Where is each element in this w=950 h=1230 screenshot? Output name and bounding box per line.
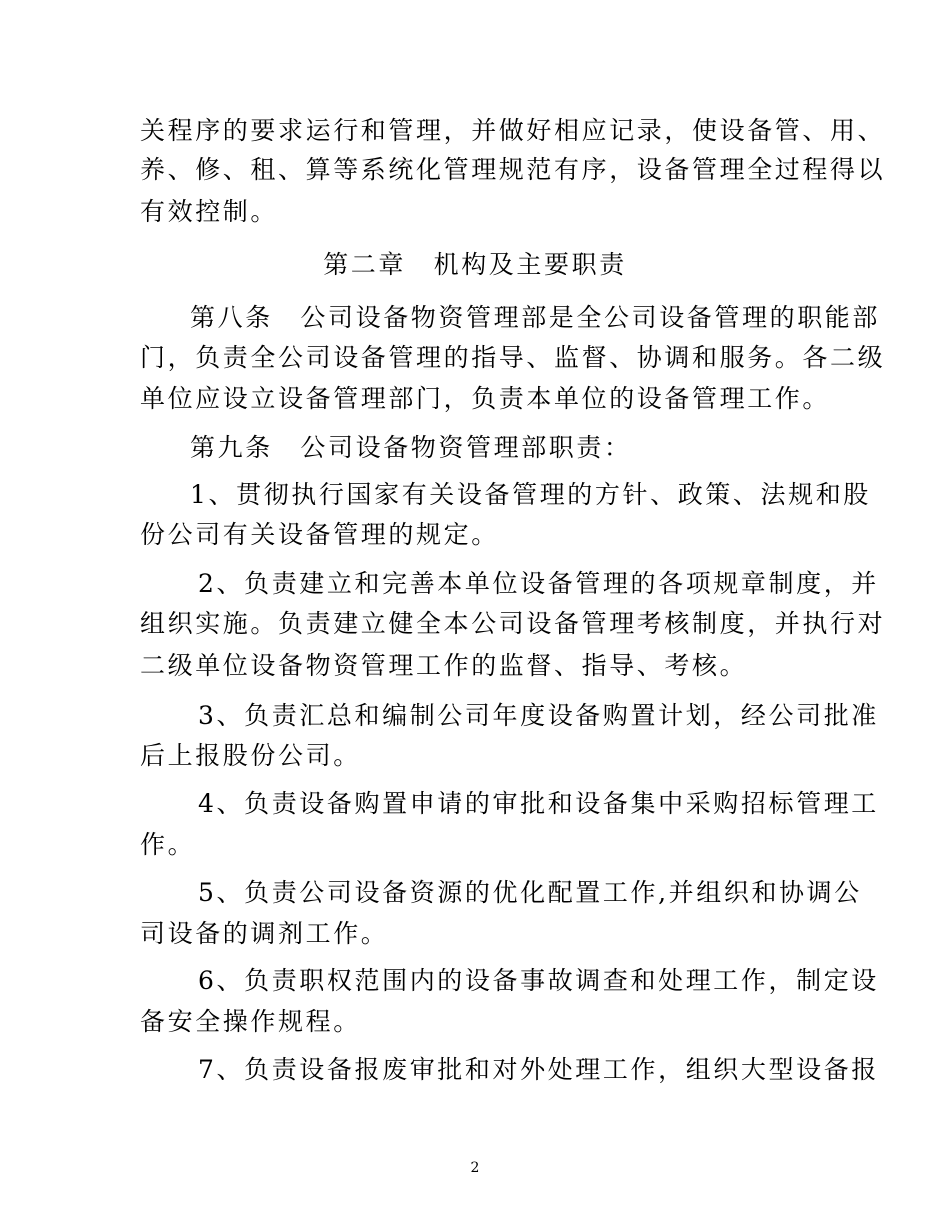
paragraph-line: 司设备的调剂工作。	[140, 919, 389, 948]
paragraph-line: 份公司有关设备管理的规定。	[140, 520, 499, 549]
paragraph-line: 组织实施。负责建立健全本公司设备管理考核制度，并执行对	[140, 609, 886, 638]
list-item-line: 6、负责职权范围内的设备事故调查和处理工作，制定设	[198, 966, 879, 995]
paragraph-line: 有效控制。	[140, 197, 279, 226]
paragraph-line: 作。	[140, 830, 196, 859]
list-item-line: 2、负责建立和完善本单位设备管理的各项规章制度，并	[198, 569, 879, 598]
page-number: 2	[470, 1160, 480, 1176]
paragraph-line: 单位应设立设备管理部门，负责本单位的设备管理工作。	[140, 384, 831, 413]
paragraph-line: 关程序的要求运行和管理，并做好相应记录，使设备管、用、	[140, 116, 886, 145]
article-line: 第九条 公司设备物资管理部职责：	[190, 433, 632, 462]
list-item-line: 5、负责公司设备资源的优化配置工作,并组织和协调公	[198, 878, 862, 907]
chapter-heading: 第二章 机构及主要职责	[323, 250, 627, 279]
list-item-line: 3、负责汇总和编制公司年度设备购置计划，经公司批准	[198, 701, 879, 730]
paragraph-line: 二级单位设备物资管理工作的监督、指导、考核。	[140, 651, 748, 680]
list-item-line: 7、负责设备报废审批和对外处理工作，组织大型设备报	[198, 1055, 879, 1084]
paragraph-line: 门，负责全公司设备管理的指导、监督、协调和服务。各二级	[140, 343, 886, 372]
paragraph-line: 备安全操作规程。	[140, 1007, 361, 1036]
paragraph-line: 养、修、租、算等系统化管理规范有序，设备管理全过程得以	[140, 155, 886, 184]
article-line: 第八条 公司设备物资管理部是全公司设备管理的职能部	[190, 303, 881, 332]
list-item-line: 4、负责设备购置申请的审批和设备集中采购招标管理工	[198, 789, 879, 818]
paragraph-line: 后上报股份公司。	[140, 741, 361, 770]
list-item-line: 1、贯彻执行国家有关设备管理的方针、政策、法规和股	[190, 480, 871, 509]
